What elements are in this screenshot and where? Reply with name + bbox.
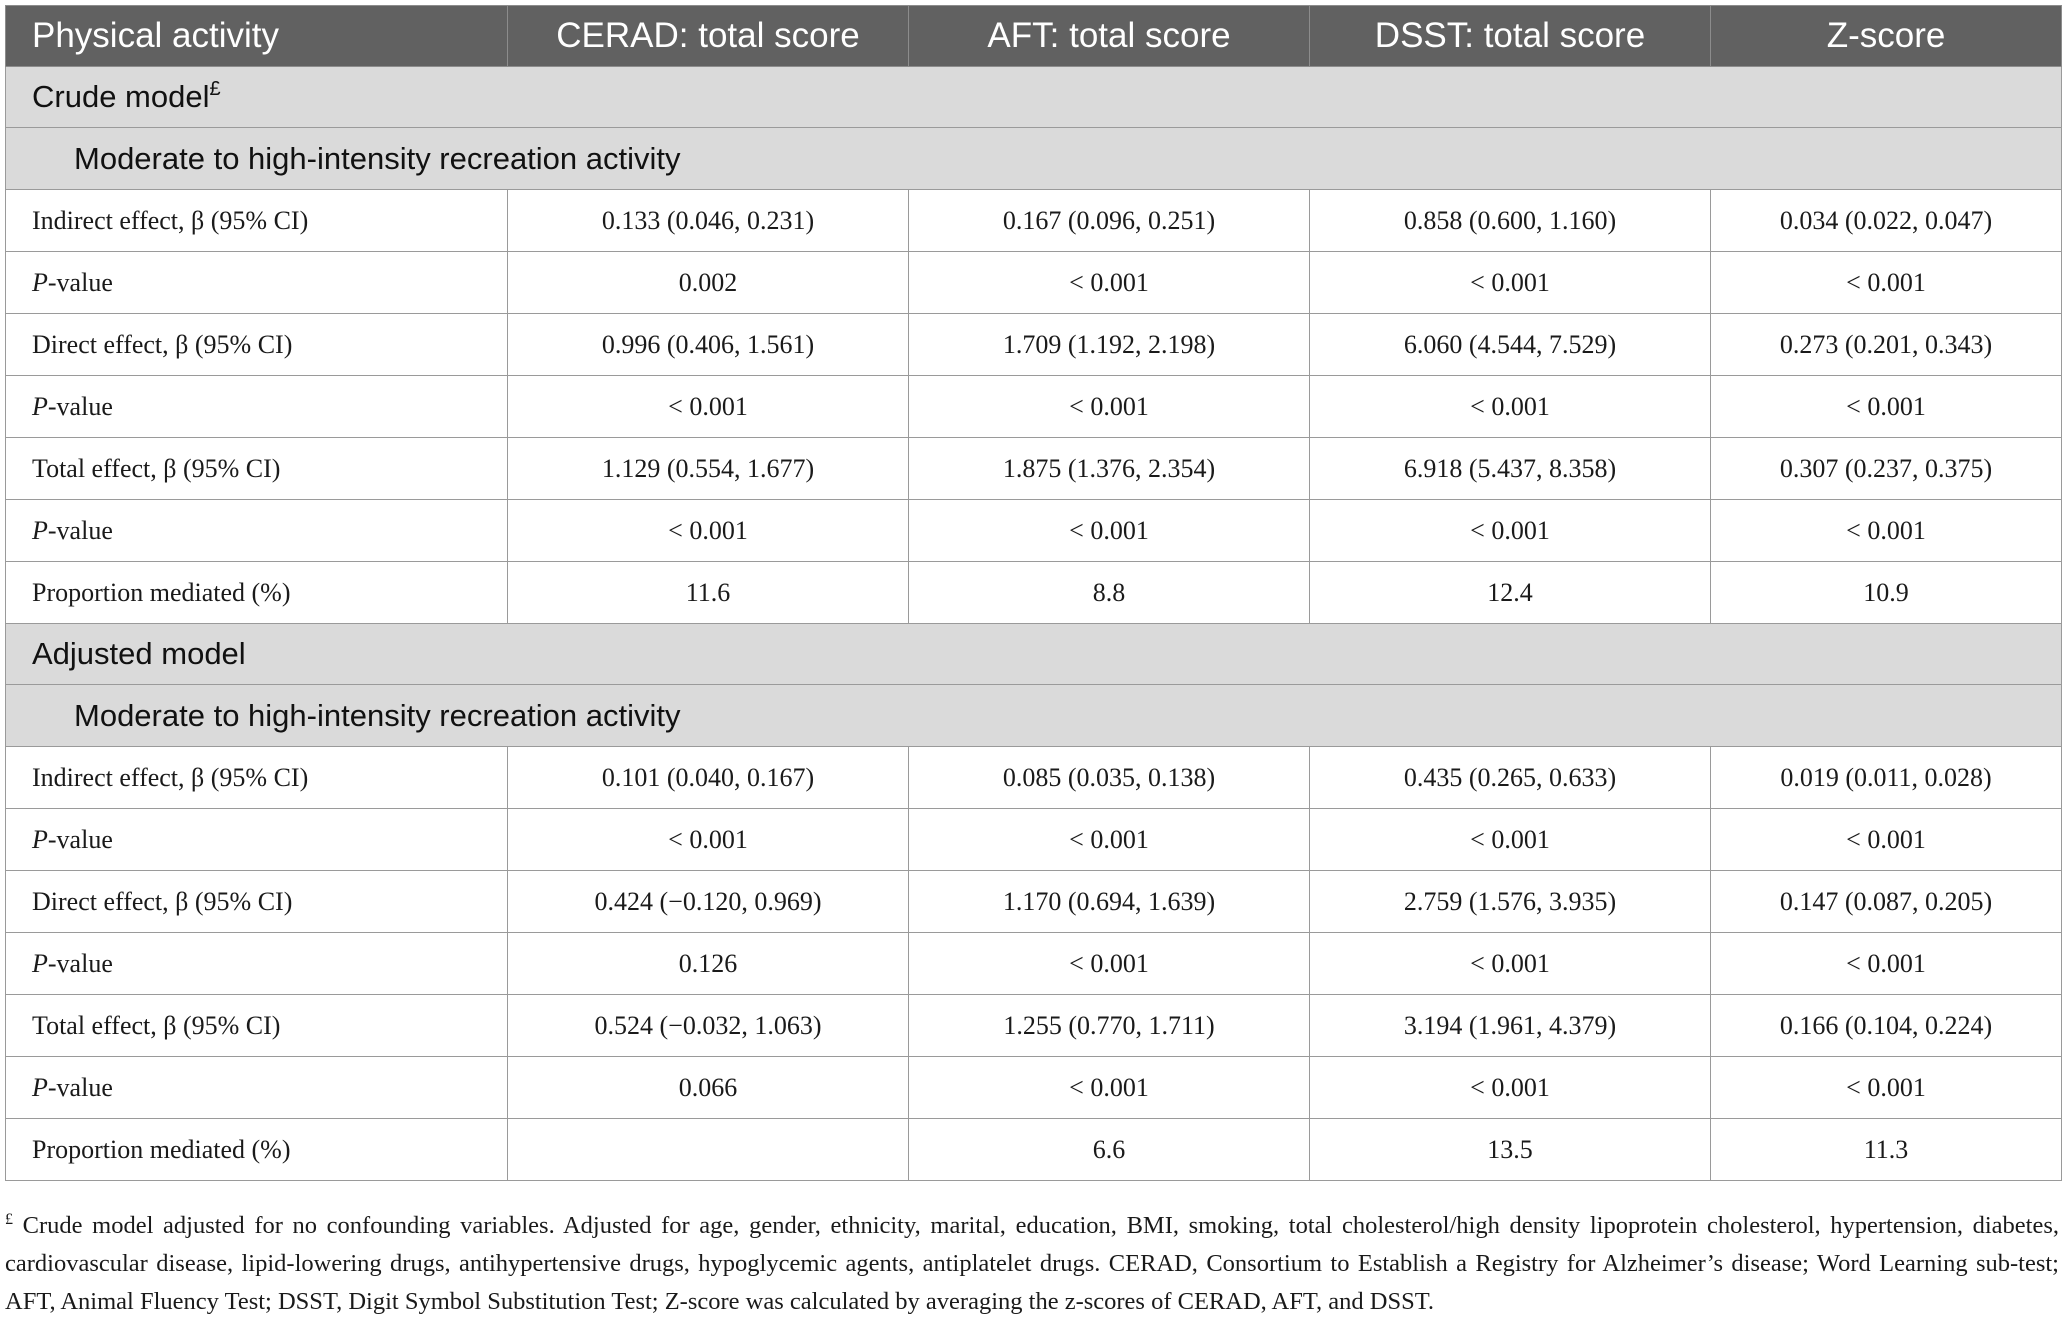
table-cell: 12.4 [1310, 562, 1711, 624]
table-cell: 1.170 (0.694, 1.639) [909, 871, 1310, 933]
row-label: Direct effect, β (95% CI) [6, 871, 508, 933]
footnote-text: Crude model adjusted for no confounding variables. Adjusted for age, gender, ethnicity, marital, education, BMI, smoking, total cholesterol/high density lipoprotein cholesterol, hypertension, diabetes, cardiovascular disease, lipid-lowering drugs, antihypertensive drugs, hypoglycemic agents, antiplatelet drugs. CERAD, Consortium to Establish a Registry for Alzheimer’s disease; Word Learning sub-test; AFT, Animal Fluency Test; DSST, Digit Symbol Substitution Test; Z-score was calculated by averaging the z-scores of CERAD, AFT, and DSST. [5, 1212, 2059, 1315]
table-cell: < 0.001 [1711, 933, 2062, 995]
table-row [6, 500, 2062, 562]
row-label-italic: P [32, 824, 48, 854]
row-label: Direct effect, β (95% CI) [6, 314, 508, 376]
table-cell: 1.255 (0.770, 1.711) [909, 995, 1310, 1057]
row-label [6, 376, 508, 438]
table-cell: < 0.001 [909, 500, 1310, 562]
column-header: Physical activity [6, 6, 508, 67]
table-cell: 0.996 (0.406, 1.561) [508, 314, 909, 376]
table-cell: 0.524 (−0.032, 1.063) [508, 995, 909, 1057]
subsection-title: Moderate to high-intensity recreation activity [6, 128, 2062, 190]
table-cell: 3.194 (1.961, 4.379) [1310, 995, 1711, 1057]
table-cell: < 0.001 [1310, 933, 1711, 995]
table-cell: < 0.001 [508, 500, 909, 562]
table-cell: < 0.001 [508, 376, 909, 438]
footnote-mark: £ [5, 1211, 13, 1228]
table-cell: 0.435 (0.265, 0.633) [1310, 747, 1711, 809]
table-cell: 0.424 (−0.120, 0.969) [508, 871, 909, 933]
table-cell: 0.858 (0.600, 1.160) [1310, 190, 1711, 252]
table-cell: < 0.001 [1310, 1057, 1711, 1119]
header-row [6, 6, 2062, 67]
table-cell: 0.101 (0.040, 0.167) [508, 747, 909, 809]
table-row [6, 1119, 2062, 1181]
table-cell: < 0.001 [1310, 252, 1711, 314]
table-cell [508, 1119, 909, 1181]
table-cell: < 0.001 [909, 809, 1310, 871]
table-row [6, 314, 2062, 376]
table-cell: < 0.001 [1310, 376, 1711, 438]
table-row [6, 871, 2062, 933]
row-label: Proportion mediated (%) [6, 562, 508, 624]
subsection-row [6, 685, 2062, 747]
subsection-row [6, 128, 2062, 190]
row-label [6, 500, 508, 562]
row-label-italic: P [32, 1072, 48, 1102]
table-row [6, 1057, 2062, 1119]
section-title [6, 624, 2062, 685]
table-cell: < 0.001 [1711, 1057, 2062, 1119]
row-label [6, 933, 508, 995]
footnote-mark: £ [209, 78, 221, 100]
table-cell: < 0.001 [1310, 809, 1711, 871]
row-label: Proportion mediated (%) [6, 1119, 508, 1181]
row-label: Indirect effect, β (95% CI) [6, 190, 508, 252]
section-title-text: Adjusted model [32, 636, 246, 671]
table-footnote [5, 1207, 2059, 1321]
column-header: AFT: total score [909, 6, 1310, 67]
table-cell: 0.147 (0.087, 0.205) [1711, 871, 2062, 933]
table-cell: 8.8 [909, 562, 1310, 624]
table-cell: 10.9 [1711, 562, 2062, 624]
table-cell: < 0.001 [1711, 500, 2062, 562]
table-row [6, 190, 2062, 252]
row-label-italic: P [32, 948, 48, 978]
table-cell: 1.129 (0.554, 1.677) [508, 438, 909, 500]
table-row [6, 376, 2062, 438]
table-cell: < 0.001 [909, 1057, 1310, 1119]
row-label-italic: P [32, 267, 48, 297]
table-cell: 0.066 [508, 1057, 909, 1119]
row-label [6, 809, 508, 871]
table-cell: 0.034 (0.022, 0.047) [1711, 190, 2062, 252]
table-cell: 0.166 (0.104, 0.224) [1711, 995, 2062, 1057]
table-cell: 11.3 [1711, 1119, 2062, 1181]
table-cell: < 0.001 [1310, 500, 1711, 562]
table-cell: < 0.001 [1711, 252, 2062, 314]
table-row [6, 252, 2062, 314]
subsection-title: Moderate to high-intensity recreation activity [6, 685, 2062, 747]
row-label-rest: -value [47, 824, 113, 854]
table-cell: 0.126 [508, 933, 909, 995]
table-row [6, 747, 2062, 809]
row-label-rest: -value [47, 515, 113, 545]
row-label-rest: -value [47, 267, 113, 297]
table-cell: < 0.001 [508, 809, 909, 871]
table-row [6, 809, 2062, 871]
table-row [6, 995, 2062, 1057]
table-cell: 0.085 (0.035, 0.138) [909, 747, 1310, 809]
table-cell: 6.918 (5.437, 8.358) [1310, 438, 1711, 500]
table-cell: 11.6 [508, 562, 909, 624]
row-label: Indirect effect, β (95% CI) [6, 747, 508, 809]
table-cell: 2.759 (1.576, 3.935) [1310, 871, 1711, 933]
table-row [6, 933, 2062, 995]
column-header: Z-score [1711, 6, 2062, 67]
section-title-text: Crude model [32, 79, 210, 114]
column-header: DSST: total score [1310, 6, 1711, 67]
row-label-rest: -value [47, 1072, 113, 1102]
results-table [5, 5, 2062, 1181]
row-label-rest: -value [47, 948, 113, 978]
table-cell: < 0.001 [909, 252, 1310, 314]
table-cell: 1.875 (1.376, 2.354) [909, 438, 1310, 500]
table-row [6, 562, 2062, 624]
section-title [6, 67, 2062, 128]
row-label: Total effect, β (95% CI) [6, 438, 508, 500]
row-label-rest: -value [47, 391, 113, 421]
table-cell: 0.002 [508, 252, 909, 314]
table-cell: < 0.001 [1711, 376, 2062, 438]
table-cell: < 0.001 [1711, 809, 2062, 871]
section-row [6, 67, 2062, 128]
table-cell: < 0.001 [909, 933, 1310, 995]
row-label-italic: P [32, 515, 48, 545]
table-cell: 6.6 [909, 1119, 1310, 1181]
table-container [5, 5, 2061, 1181]
table-cell: 1.709 (1.192, 2.198) [909, 314, 1310, 376]
row-label: Total effect, β (95% CI) [6, 995, 508, 1057]
table-row [6, 438, 2062, 500]
table-body [6, 67, 2062, 1181]
table-cell: 0.019 (0.011, 0.028) [1711, 747, 2062, 809]
row-label [6, 252, 508, 314]
row-label [6, 1057, 508, 1119]
table-cell: 13.5 [1310, 1119, 1711, 1181]
section-row [6, 624, 2062, 685]
column-header: CERAD: total score [508, 6, 909, 67]
table-cell: 0.133 (0.046, 0.231) [508, 190, 909, 252]
table-cell: 0.273 (0.201, 0.343) [1711, 314, 2062, 376]
table-cell: 0.167 (0.096, 0.251) [909, 190, 1310, 252]
row-label-italic: P [32, 391, 48, 421]
table-cell: < 0.001 [909, 376, 1310, 438]
table-cell: 0.307 (0.237, 0.375) [1711, 438, 2062, 500]
table-cell: 6.060 (4.544, 7.529) [1310, 314, 1711, 376]
